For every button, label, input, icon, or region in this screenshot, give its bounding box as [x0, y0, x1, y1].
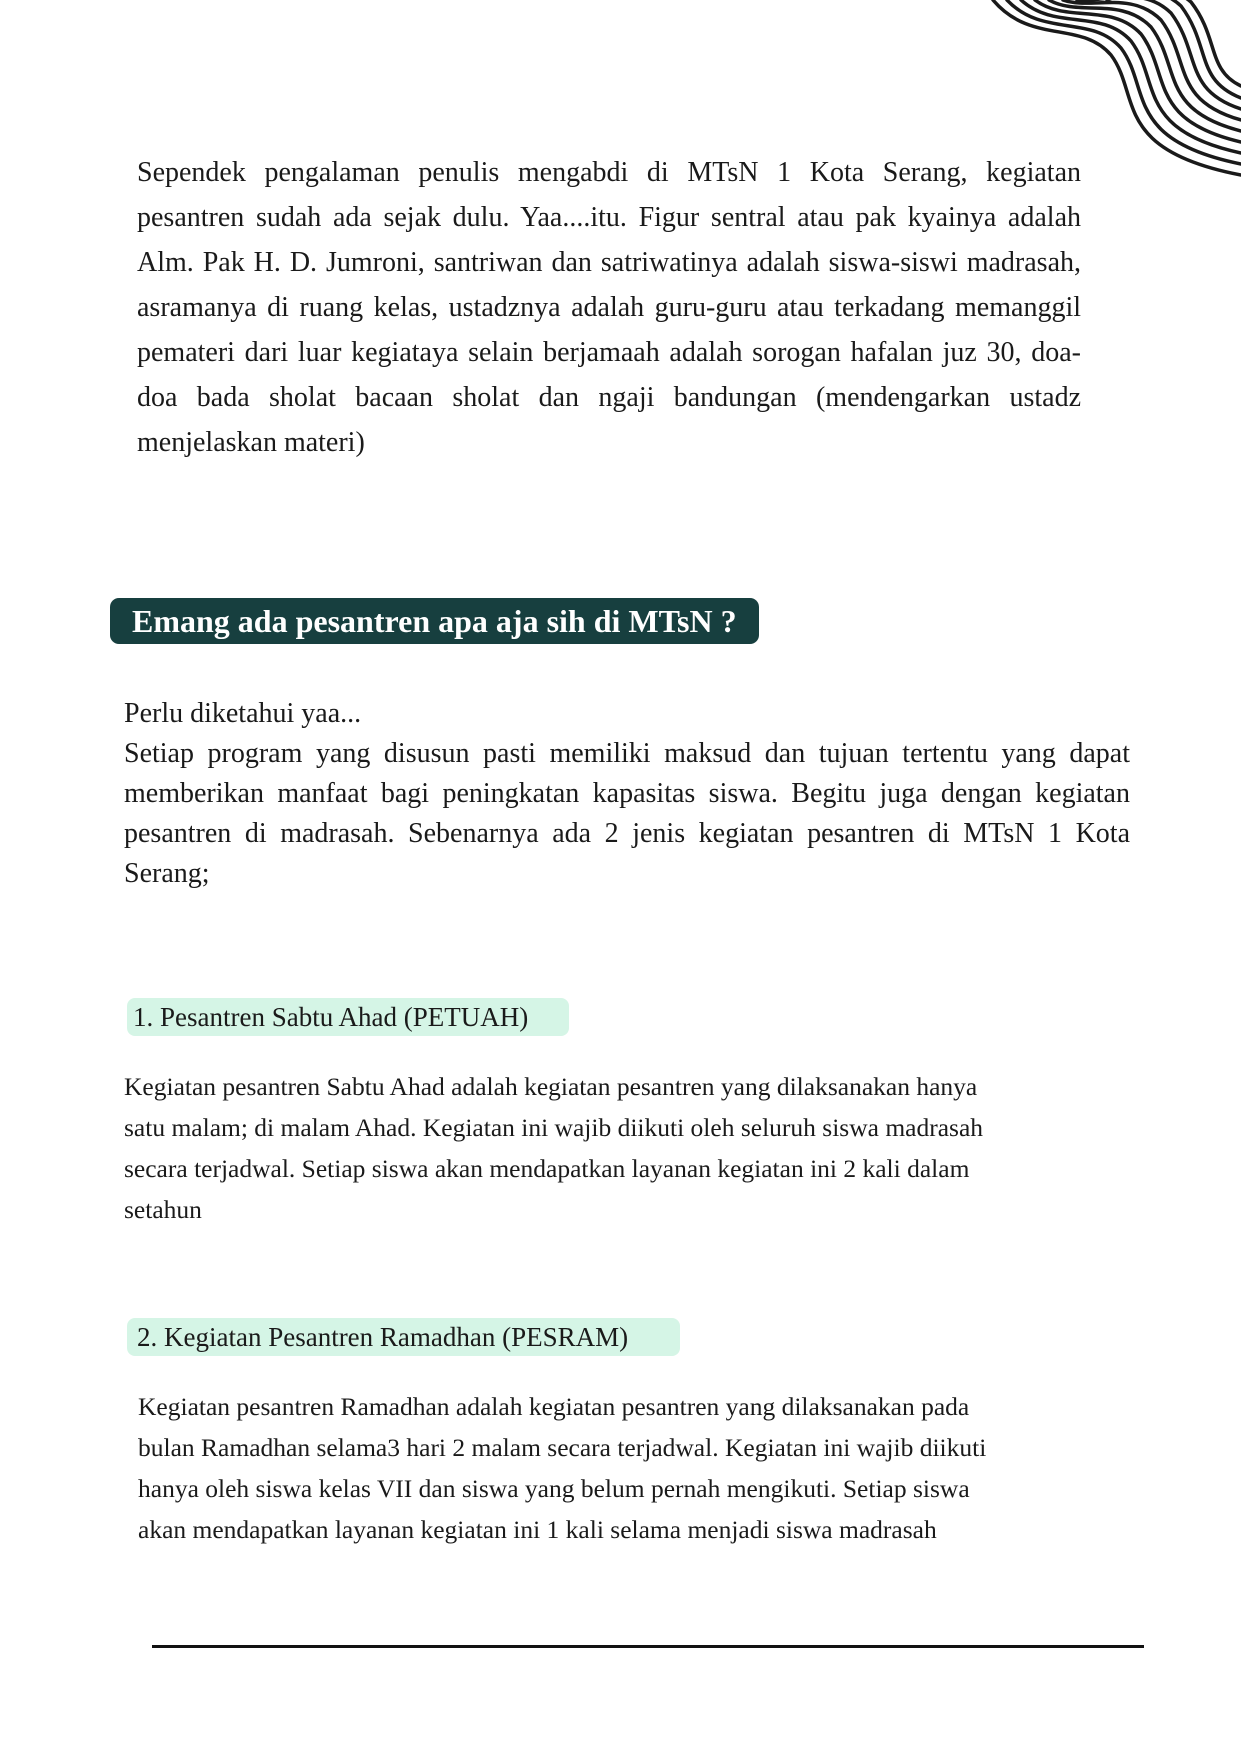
bottom-divider [152, 1645, 1144, 1648]
program-1-title: 1. Pesantren Sabtu Ahad (PETUAH) [127, 998, 569, 1036]
section-heading: Emang ada pesantren apa aja sih di MTsN ? [110, 598, 759, 644]
program-1-description [124, 1066, 1124, 1230]
info-intro-line: Perlu diketahui yaa... [124, 698, 362, 729]
program-1-line: satu malam; di malam Ahad. Kegiatan ini wajib diikuti oleh seluruh siswa madrasah [124, 1113, 984, 1142]
program-2-line: Kegiatan pesantren Ramadhan adalah kegiatan pesantren yang dilaksanakan pada [138, 1392, 970, 1421]
program-2-line: bulan Ramadhan selama3 hari 2 malam secara terjadwal. Kegiatan ini wajib diikuti [138, 1433, 987, 1462]
info-paragraph [124, 694, 1130, 894]
info-body-text: Setiap program yang disusun pasti memiliki maksud dan tujuan tertentu yang dapat memberikan manfaat bagi peningkatan kapasitas siswa. Begitu juga dengan kegiatan pesantren di madrasah. Sebenarnya ada 2 jenis kegiatan pesantren di MTsN 1 Kota Serang; [124, 738, 1130, 889]
program-2-line: hanya oleh siswa kelas VII dan siswa yang belum pernah mengikuti. Setiap siswa [138, 1474, 970, 1503]
intro-paragraph: Sependek pengalaman penulis mengabdi di MTsN 1 Kota Serang, kegiatan pesantren sudah ada sejak dulu. Yaa....itu. Figur sentral atau pak kyainya adalah Alm. Pak H. D. Jumroni, santriwan dan satriwatinya adalah siswa-siswi madrasah, asramanya di ruang kelas, ustadznya adalah guru-guru atau terkadang memanggil pemateri dari luar kegiataya selain berjamaah adalah sorogan hafalan juz 30, doa-doa bada sholat bacaan sholat dan ngaji bandungan (mendengarkan ustadz menjelaskan materi) [137, 157, 1081, 458]
program-2-title: 2. Kegiatan Pesantren Ramadhan (PESRAM) [127, 1318, 680, 1356]
program-2-description [138, 1386, 1118, 1550]
program-1-line: Kegiatan pesantren Sabtu Ahad adalah kegiatan pesantren yang dilaksanakan hanya [124, 1072, 978, 1101]
program-1-line: secara terjadwal. Setiap siswa akan mendapatkan layanan kegiatan ini 2 kali dalam [124, 1154, 970, 1183]
program-2-line: akan mendapatkan layanan kegiatan ini 1 kali selama menjadi siswa madrasah [138, 1515, 937, 1544]
program-1-line: setahun [124, 1195, 202, 1224]
